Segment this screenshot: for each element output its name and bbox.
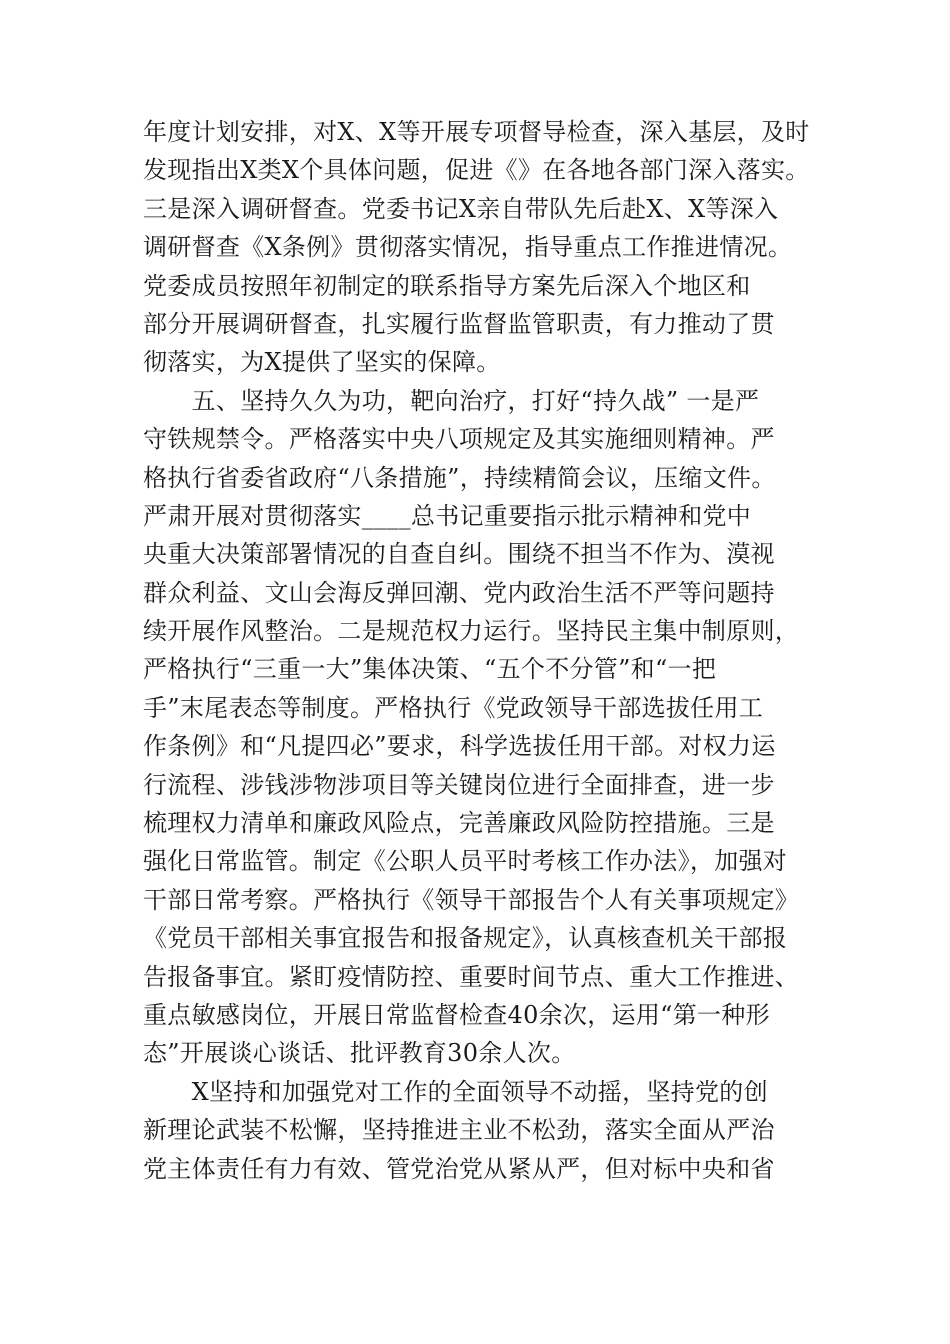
text-line: 态”开展谈心谈话、批评教育30余人次。 — [143, 1039, 576, 1068]
text-line: 严肃开展对贯彻落实____总书记重要指示批示精神和党中 — [143, 501, 752, 530]
text-line: 干部日常考察。严格执行《领导干部报告个人有关事项规定》 — [143, 885, 800, 914]
text-line: 央重大决策部署情况的自查自纠。围绕不担当不作为、漠视 — [143, 540, 775, 569]
text-line: 守铁规禁令。严格落实中央八项规定及其实施细则精神。严 — [143, 425, 775, 454]
text-line: 彻落实，为X提供了坚实的保障。 — [143, 348, 501, 377]
text-line: 严格执行“三重一大”集体决策、“五个不分管”和“一把 — [143, 655, 717, 684]
text-line: 党委成员按照年初制定的联系指导方案先后深入个地区和 — [143, 271, 751, 300]
document-body-text — [143, 113, 813, 1188]
text-line: 强化日常监管。制定《公职人员平时考核工作办法》，加强对 — [143, 847, 788, 876]
text-line: 作条例》和“凡提四必”要求，科学选拔任用干部。对权力运 — [143, 732, 776, 761]
text-line: 行流程、涉钱涉物涉项目等关键岗位进行全面排查，进一步 — [143, 770, 775, 799]
text-line: 调研督查《X条例》贯彻落实情况，指导重点工作推进情况。 — [143, 233, 793, 262]
text-line: 部分开展调研督查，扎实履行监督监管职责，有力推动了贯 — [143, 309, 775, 338]
text-line: 格执行省委省政府“八条措施”，持续精简会议，压缩文件。 — [143, 463, 776, 492]
text-line: 年度计划安排，对X、X等开展专项督导检查，深入基层，及时 — [143, 118, 810, 146]
text-line: 发现指出X类X个具体问题，促进《》在各地各部门深入落实。 — [143, 156, 810, 185]
text-line: 三是深入调研督查。党委书记X亲自带队先后赴X、X等深入 — [143, 194, 779, 223]
text-line: 告报备事宜。紧盯疫情防控、重要时间节点、重大工作推进、 — [143, 962, 800, 991]
text-line: 手”末尾表态等制度。严格执行《党政领导干部选拔任用工 — [143, 693, 764, 722]
text-line: 重点敏感岗位，开展日常监督检查40余次，运用“第一种形 — [143, 1000, 770, 1029]
text-line: 《党员干部相关事宜报告和报备规定》，认真核查机关干部报 — [143, 924, 788, 953]
text-line: 新理论武装不松懈，坚持推进主业不松劲，落实全面从严治 — [143, 1116, 775, 1145]
text-line: X坚持和加强党对工作的全面领导不动摇，坚持党的创 — [143, 1077, 768, 1106]
text-line: 党主体责任有力有效、管党治党从紧从严，但对标中央和省 — [143, 1154, 775, 1183]
text-line: 群众利益、文山会海反弹回潮、党内政治生活不严等问题持 — [143, 578, 775, 607]
text-line: 续开展作风整治。二是规范权力运行。坚持民主集中制原则， — [143, 617, 800, 646]
text-line: 梳理权力清单和廉政风险点，完善廉政风险防控措施。三是 — [143, 809, 775, 838]
text-line: 五、坚持久久为功，靶向治疗，打好“持久战” 一是严 — [143, 386, 760, 415]
